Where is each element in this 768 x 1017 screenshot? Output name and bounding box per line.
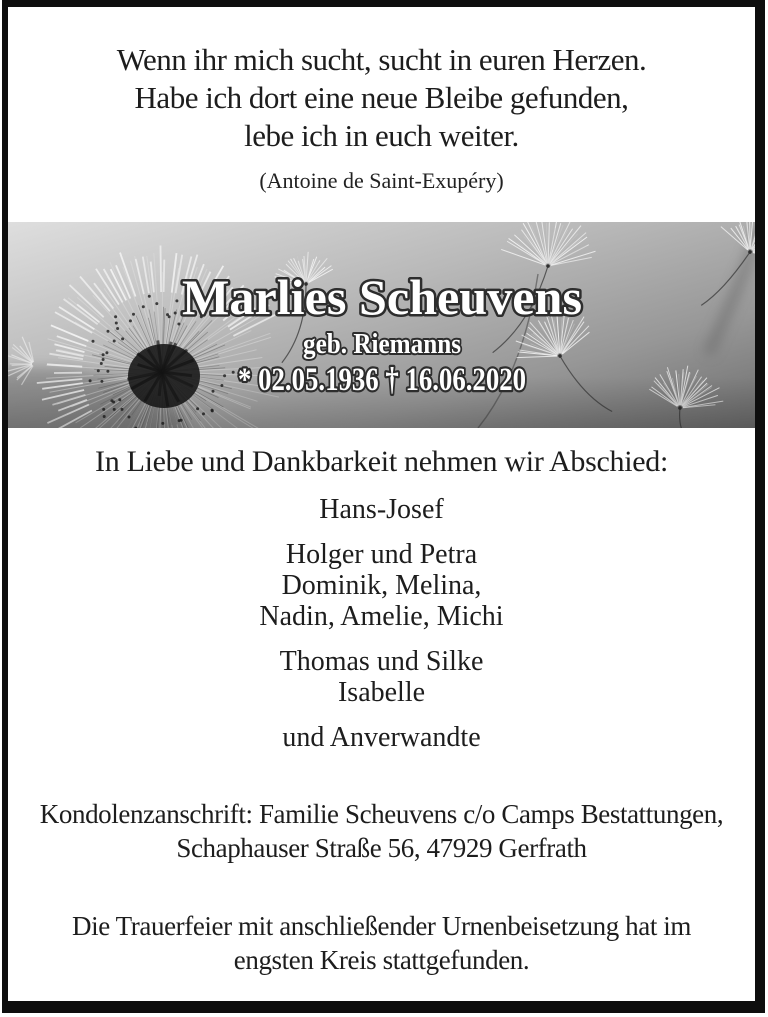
quote-line-1: Wenn ihr mich sucht, sucht in euren Herzen. xyxy=(116,42,647,77)
condolence-line-2: Schaphauser Straße 56, 47929 Gerfrath xyxy=(176,833,587,863)
funeral-line-2: engsten Kreis stattgefunden. xyxy=(233,945,530,975)
funeral-notice xyxy=(8,909,755,977)
quote-attribution: (Antoine de Saint-Exupéry) xyxy=(259,168,504,193)
mourner-line: Holger und Petra xyxy=(285,539,478,570)
funeral-line-1: Die Trauerfeier mit anschließender Urnenbeisetzung hat im xyxy=(72,911,691,941)
mourners-group-2 xyxy=(8,539,755,632)
condolence-line-1: Kondolenzanschrift: Familie Scheuvens c/o Camps Bestattungen, xyxy=(39,799,724,829)
mourners-group-4 xyxy=(8,722,755,753)
deceased-name: Marlies Scheuvens xyxy=(182,269,582,325)
mourner-line: Nadin, Amelie, Michi xyxy=(259,601,504,632)
quote-line-2: Habe ich dort eine neue Bleibe gefunden, xyxy=(134,80,629,115)
quote-line-3: lebe ich in euch weiter. xyxy=(244,118,519,153)
mourners-group-3 xyxy=(8,646,755,708)
banner-photo xyxy=(8,222,755,428)
mourner-line: Isabelle xyxy=(337,677,426,708)
condolence-address xyxy=(8,797,755,865)
mourner-line: Hans-Josef xyxy=(319,494,444,525)
life-dates: * 02.05.1936 † 16.06.2020 xyxy=(238,362,526,398)
obituary-card xyxy=(2,0,765,1013)
dandelion-photo-svg xyxy=(8,222,755,428)
mourners-group-1 xyxy=(8,494,755,525)
mourner-line: Dominik, Melina, xyxy=(281,570,482,601)
farewell-intro: In Liebe und Dankbarkeit nehmen wir Abschied: xyxy=(95,445,668,478)
maiden-name: geb. Riemanns xyxy=(303,328,461,360)
mourner-line: Thomas und Silke xyxy=(279,646,484,677)
memorial-quote xyxy=(8,41,755,155)
mourner-line: und Anverwandte xyxy=(282,722,481,753)
